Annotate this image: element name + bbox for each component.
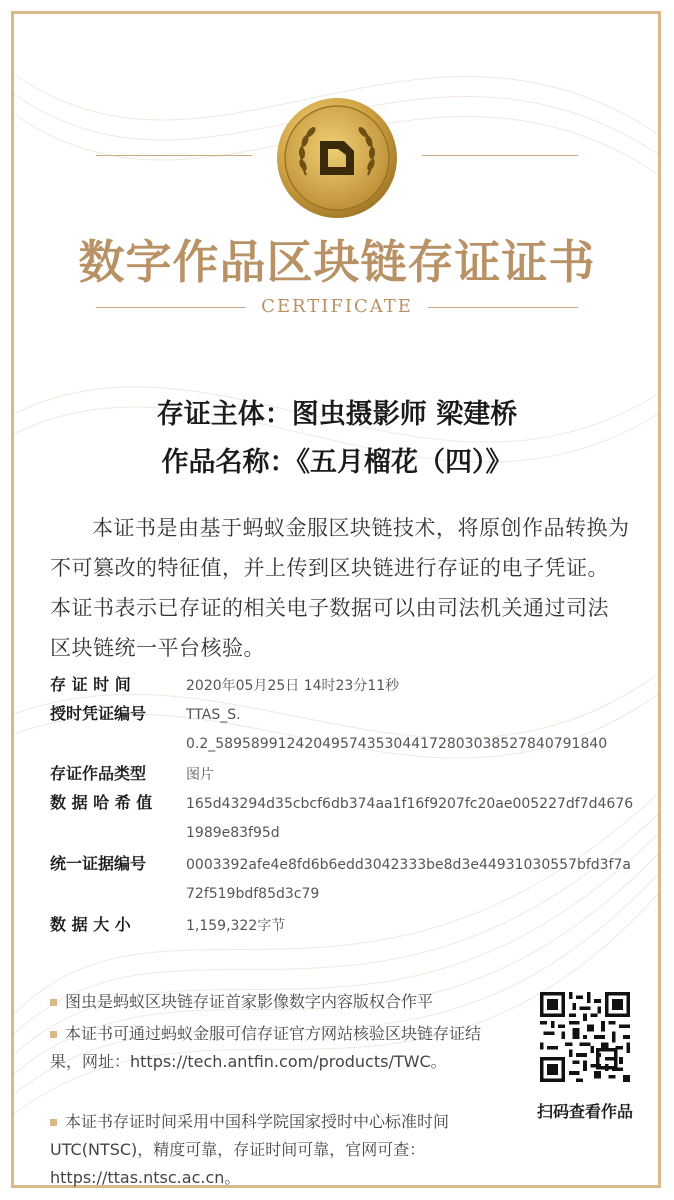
field-label: 授时凭证编号 [50,704,147,723]
field-value: TTAS_S. 0.2_58958991242049574353044172803038527840791840 [186,707,608,752]
note-timestamp [50,1108,500,1192]
work-name-line: 作品名称：《五月榴花（四）》 [161,447,513,478]
subject-line: 存证主体：图虫摄影师 梁建桥 [156,399,518,430]
certificate-title: 数字作品区块链存证证书 [78,235,596,289]
note-text: 本证书可通过蚂蚁金服可信存证官方网站核验区块链存证结果，网址：https://tech.antfin.com/products/TWC。 [50,1024,482,1071]
note-text: 本证书存证时间采用中国科学院国家授时中心标准时间UTC(NTSC)，精度可靠，存证时间可靠，官网可查：https://ttas.ntsc.ac.cn。 [50,1112,450,1187]
certificate-subtitle: CERTIFICATE [261,296,413,317]
field-label: 数 据 大 小 [50,915,131,934]
note-partner [50,988,500,1016]
field-value: 165d43294d35cbcf6db374aa1f16f9207fc20ae005227df7d46761989e83f95d [186,796,634,841]
description-paragraph: 本证书是由基于蚂蚁金服区块链技术，将原创作品转换为不可篡改的特征值，并上传到区块链进行存证的电子凭证。本证书表示已存证的相关电子数据可以由司法机关通过司法区块链统一平台核验。 [50,516,630,660]
gold-medal-logo [276,97,398,219]
title-divider-right-top [422,155,578,156]
bullet-icon [50,999,57,1006]
note-verify [50,1020,500,1076]
qr-code[interactable] [540,992,630,1082]
field-value: 0003392afe4e8fd6b6edd3042333be8d3e44931030557bfd3f7a72f519bdf85d3c79 [186,857,631,902]
field-value: 1,159,322字节 [186,918,286,934]
note-text: 图虫是蚂蚁区块链存证首家影像数字内容版权合作平 [65,992,434,1011]
bullet-icon [50,1031,57,1038]
qr-label: 扫码查看作品 [536,1102,633,1121]
field-label: 存证作品类型 [50,764,147,783]
field-label: 存 证 时 间 [50,675,131,694]
field-label: 统一证据编号 [50,854,147,873]
field-value: 图片 [186,767,214,783]
title-divider-left-top [96,155,252,156]
bullet-icon [50,1119,57,1126]
field-label: 数 据 哈 希 值 [50,793,153,812]
field-value: 2020年05月25日 14时23分11秒 [186,678,400,694]
